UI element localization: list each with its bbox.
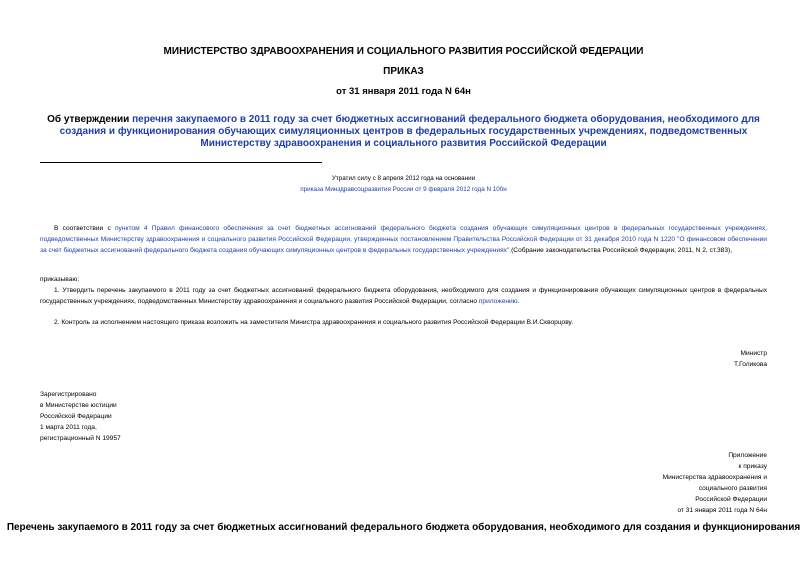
appendix-line: Российской Федерации	[695, 496, 767, 503]
title-prefix: Об утверждении	[47, 114, 133, 125]
registration-line: в Министерстве юстиции	[40, 402, 117, 409]
registration-line: Российской Федерации	[40, 413, 112, 420]
appendix-header	[663, 450, 767, 516]
rules-link[interactable]: пунктом 4 Правил финансового обеспечения за счет бюджетных ассигнований федерального бюджета создания обучающих симуляционных центров в федеральных государственных учреждениях, подведомственных Министерству здравоохранения и социального развития Российской Федерации, утвержденных постановлением Правительства Российской Федерации от 31 декабря 2010 года N 1220 "О финансовом обеспечении за счет бюджетных ассигнований федерального бюджета создания обучающих симуляционных центров в федеральных государственных учреждениях"	[40, 225, 767, 254]
paragraph-order: приказываю:	[40, 276, 80, 283]
appendix-line: к приказу	[738, 463, 767, 470]
divider	[40, 162, 322, 163]
lost-force-note: Утратил силу с 8 апреля 2012 года на основании	[331, 175, 476, 182]
appendix-line: от 31 января 2011 года N 64н	[677, 507, 767, 514]
document-date: от 31 января 2011 года N 64н	[336, 86, 471, 97]
paragraph-item-1	[40, 285, 767, 307]
preamble-end: (Собрание законодательства Российской Федерации, 2011, N 2, ст.383),	[509, 247, 733, 254]
paragraph-item-2: 2. Контроль за исполнением настоящего приказа возложить на заместителя Министра здравоохранения и социального развития Российской Федерации В.И.Скворцову.	[54, 319, 574, 326]
ministry-header: МИНИСТЕРСТВО ЗДРАВООХРАНЕНИЯ И СОЦИАЛЬНОГО РАЗВИТИЯ РОССИЙСКОЙ ФЕДЕРАЦИИ	[163, 46, 644, 57]
document-title	[40, 114, 767, 150]
document-type: ПРИКАЗ	[383, 66, 424, 77]
paragraph-preamble	[40, 223, 767, 256]
item-1-text: 1. Утвердить перечень закупаемого в 2011 году за счет бюджетных ассигнований федерального бюджета оборудования, необходимого для создания и функционирования обучающих симуляционных центров в федеральных государственных учреждениях, подведомственных Министерству здравоохранения и социального развития Российской Федерации, согласно	[40, 287, 767, 305]
appendix-line: Министерства здравоохранения и	[662, 474, 767, 481]
appendix-title: Перечень закупаемого в 2011 году за счет бюджетных ассигнований федерального бюджета оборудования, необходимого для создания и функционирования	[6, 522, 801, 533]
registration-line: Зарегистрировано	[40, 391, 97, 398]
signature-position: Министр	[740, 350, 767, 357]
item-1-end: .	[517, 298, 520, 305]
appendix-link[interactable]: приложению	[478, 298, 518, 305]
registration-line: регистрационный N 19957	[40, 435, 121, 442]
appendix-line: Приложение	[728, 452, 767, 459]
title-link[interactable]: перечня закупаемого в 2011 году за счет бюджетных ассигнований федерального бюджета оборудования, необходимого для создания и функционирования обучающих симуляционных центров в федеральных государственных учреждениях, подведомственных Министерству здравоохранения и социального развития Российской Федерации	[59, 114, 760, 149]
appendix-line: социального развития	[698, 485, 767, 492]
signature-name: Т.Голикова	[733, 361, 767, 368]
registration-block	[40, 389, 121, 444]
basis-order-link[interactable]: приказа Минздравсоцразвития России от 9 февраля 2012 года N 100н	[300, 186, 507, 193]
preamble-start: В соответствии с	[54, 225, 115, 232]
signature-block	[734, 348, 767, 370]
registration-line: 1 марта 2011 года,	[40, 424, 97, 431]
